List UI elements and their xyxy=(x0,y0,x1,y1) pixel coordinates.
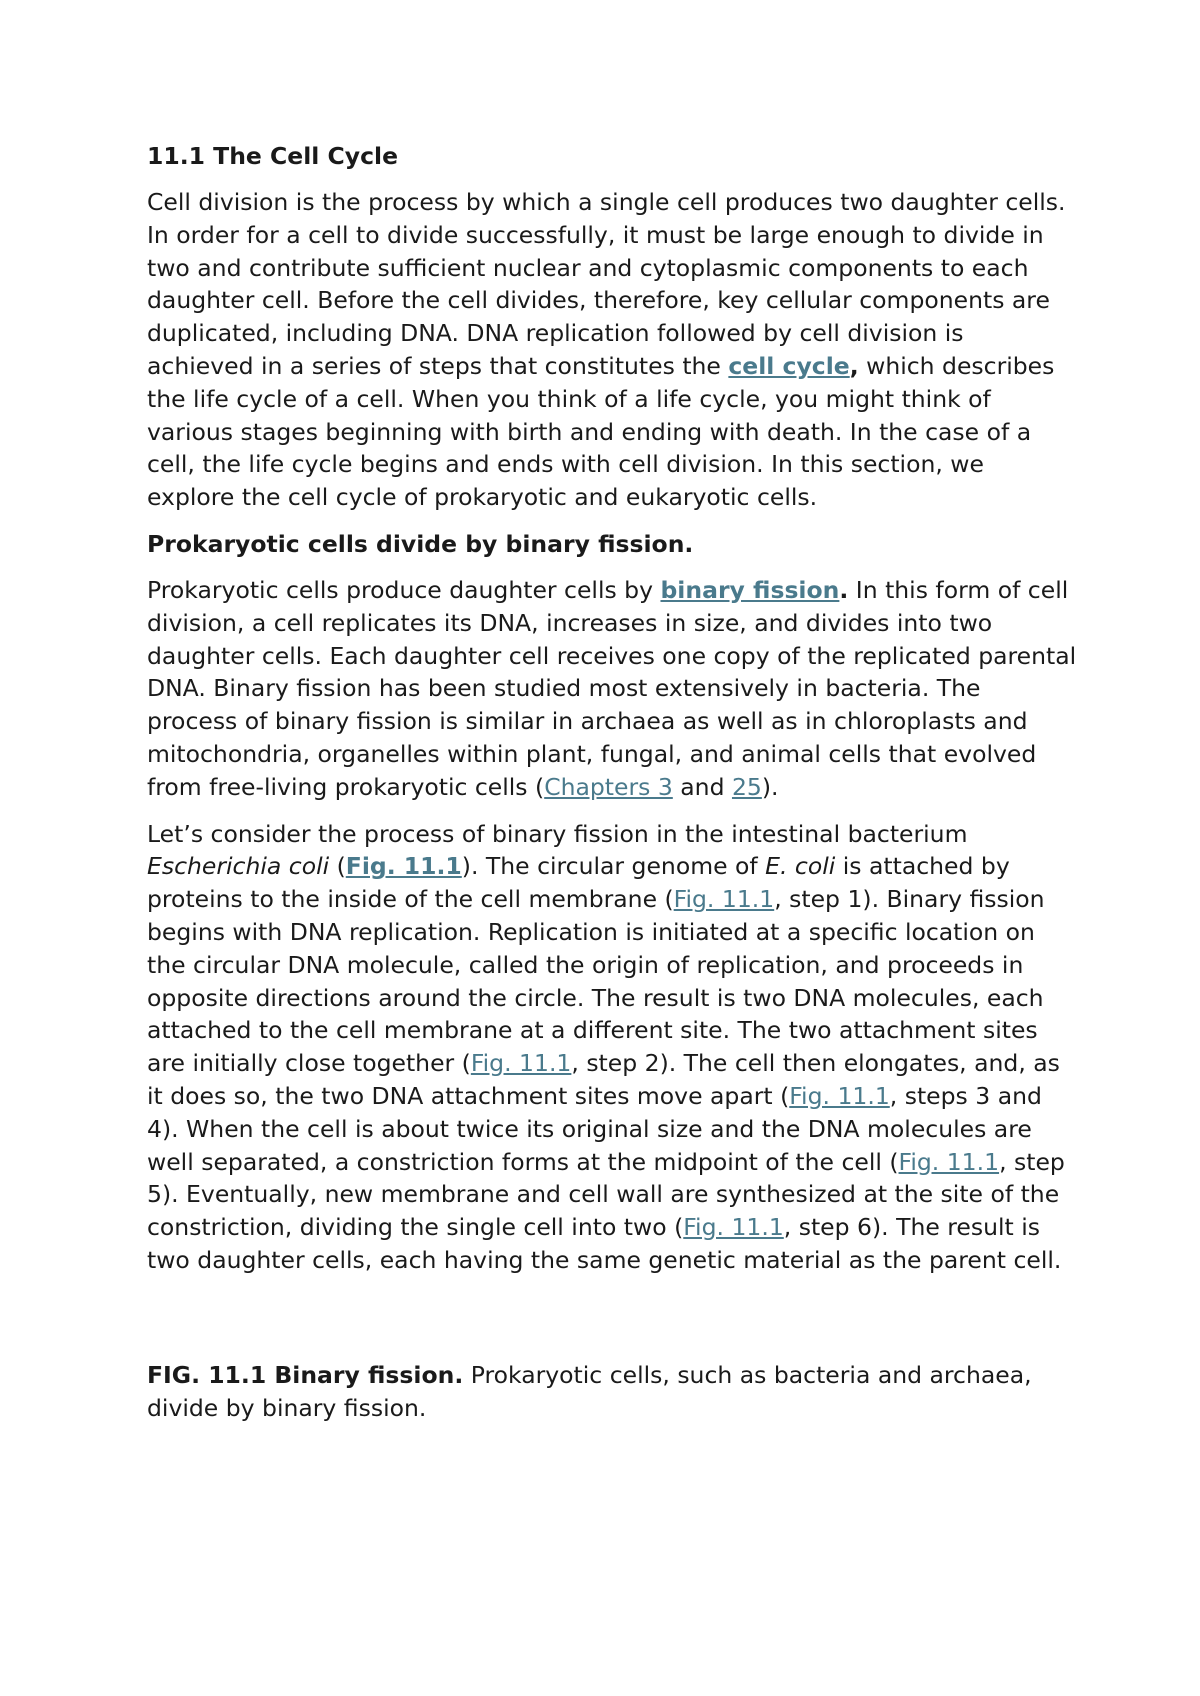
para3-text-5: , step 1). Binary fission begins with DNA replication. Replication is initiated at a specific location on the circular DNA molecule, called the origin of replication, and proceeds in opposite directions around the circle. The result is two DNA molecules, each attached to the cell membrane at a different site. The two attachment sites are initially close together ( xyxy=(147,885,1045,1078)
figure-caption xyxy=(147,1359,1077,1425)
figure-caption-label: FIG. 11.1 Binary fission. xyxy=(147,1360,464,1389)
chapter-25-link[interactable]: 25 xyxy=(731,772,762,801)
binary-fission-paragraph xyxy=(147,574,1077,804)
ecoli-name: Escherichia coli xyxy=(147,852,330,881)
para3-text-8: , step 5). Eventually, new membrane and cell wall are synthesized at the site of the constriction, dividing the single cell into two ( xyxy=(147,1147,1065,1242)
binary-fission-link[interactable]: binary fission xyxy=(660,575,840,604)
intro-text-2: which describes the life cycle of a cell. When you think of a life cycle, you might think of various stages beginning with birth and ending with death. In the case of a cell, the life cycle begins and ends with cell division. In this section, we explore the cell cycle of prokaryotic and eukaryotic cells. xyxy=(147,351,1055,512)
fig-11-1-link-step5[interactable]: Fig. 11.1 xyxy=(898,1147,1000,1176)
intro-comma: , xyxy=(849,351,859,380)
para3-text-3: ). The circular genome of xyxy=(461,852,766,881)
fig-11-1-link-steps3-4[interactable]: Fig. 11.1 xyxy=(789,1081,890,1110)
para3-text-4: is attached by proteins to the inside of the cell membrane ( xyxy=(147,852,1010,914)
document-page xyxy=(147,140,1077,1438)
ecoli-short-name: E. coli xyxy=(765,852,836,881)
para3-text-7: , steps 3 and 4). When the cell is about twice its original size and the DNA molecules are well separated, a constriction forms at the midpoint of the cell ( xyxy=(147,1081,1042,1176)
para3-text-1: Let’s consider the process of binary fission in the intestinal bacterium xyxy=(147,819,968,848)
para3-text-2: ( xyxy=(329,852,346,881)
figure-caption-text: Prokaryotic cells, such as bacteria and archaea, divide by binary fission. xyxy=(147,1360,1032,1422)
fig-11-1-link-step2[interactable]: Fig. 11.1 xyxy=(470,1049,572,1078)
fig-11-1-link-bold[interactable]: Fig. 11.1 xyxy=(345,852,462,881)
cell-cycle-link[interactable]: cell cycle xyxy=(728,351,850,380)
para2-text-2: In this form of cell division, a cell replicates its DNA, increases in size, and divides into two daughter cells. Each daughter cell receives one copy of the replicated parental DNA. Binary fission has been studied most extensively in bacteria. The process of binary fission is similar in archaea as well as in chloroplasts and mitochondria, organelles within plant, fungal, and animal cells that evolved from free-living prokaryotic cells ( xyxy=(147,575,1077,801)
para3-text-6: , step 2). The cell then elongates, and, as it does so, the two DNA attachment sites move apart ( xyxy=(147,1049,1060,1110)
chapters-3-link[interactable]: Chapters 3 xyxy=(544,772,673,801)
para2-period: . xyxy=(839,575,849,604)
section-title: 11.1 The Cell Cycle xyxy=(147,142,399,170)
ecoli-paragraph xyxy=(147,818,1077,1277)
fig-11-1-link-step6[interactable]: Fig. 11.1 xyxy=(683,1213,784,1242)
intro-paragraph xyxy=(147,186,1077,514)
para2-and: and xyxy=(672,772,732,801)
para2-text-1: Prokaryotic cells produce daughter cells by xyxy=(147,575,661,604)
intro-text-1: Cell division is the process by which a single cell produces two daughter cells. In order for a cell to divide successfully, it must be large enough to divide in two and contribute sufficient nuclear and cytoplasmic components to each daughter cell. Before the cell divides, therefore, key cellular components are duplicated, including DNA. DNA replication followed by cell division is achieved in a series of steps that constitutes the xyxy=(147,188,1066,380)
para3-text-9: , step 6). The result is two daughter cells, each having the same genetic material as the parent cell. xyxy=(147,1213,1062,1274)
para2-end: ). xyxy=(761,772,779,801)
fig-11-1-link-step1[interactable]: Fig. 11.1 xyxy=(673,885,775,914)
subheading-binary-fission: Prokaryotic cells divide by binary fission. xyxy=(147,529,694,558)
